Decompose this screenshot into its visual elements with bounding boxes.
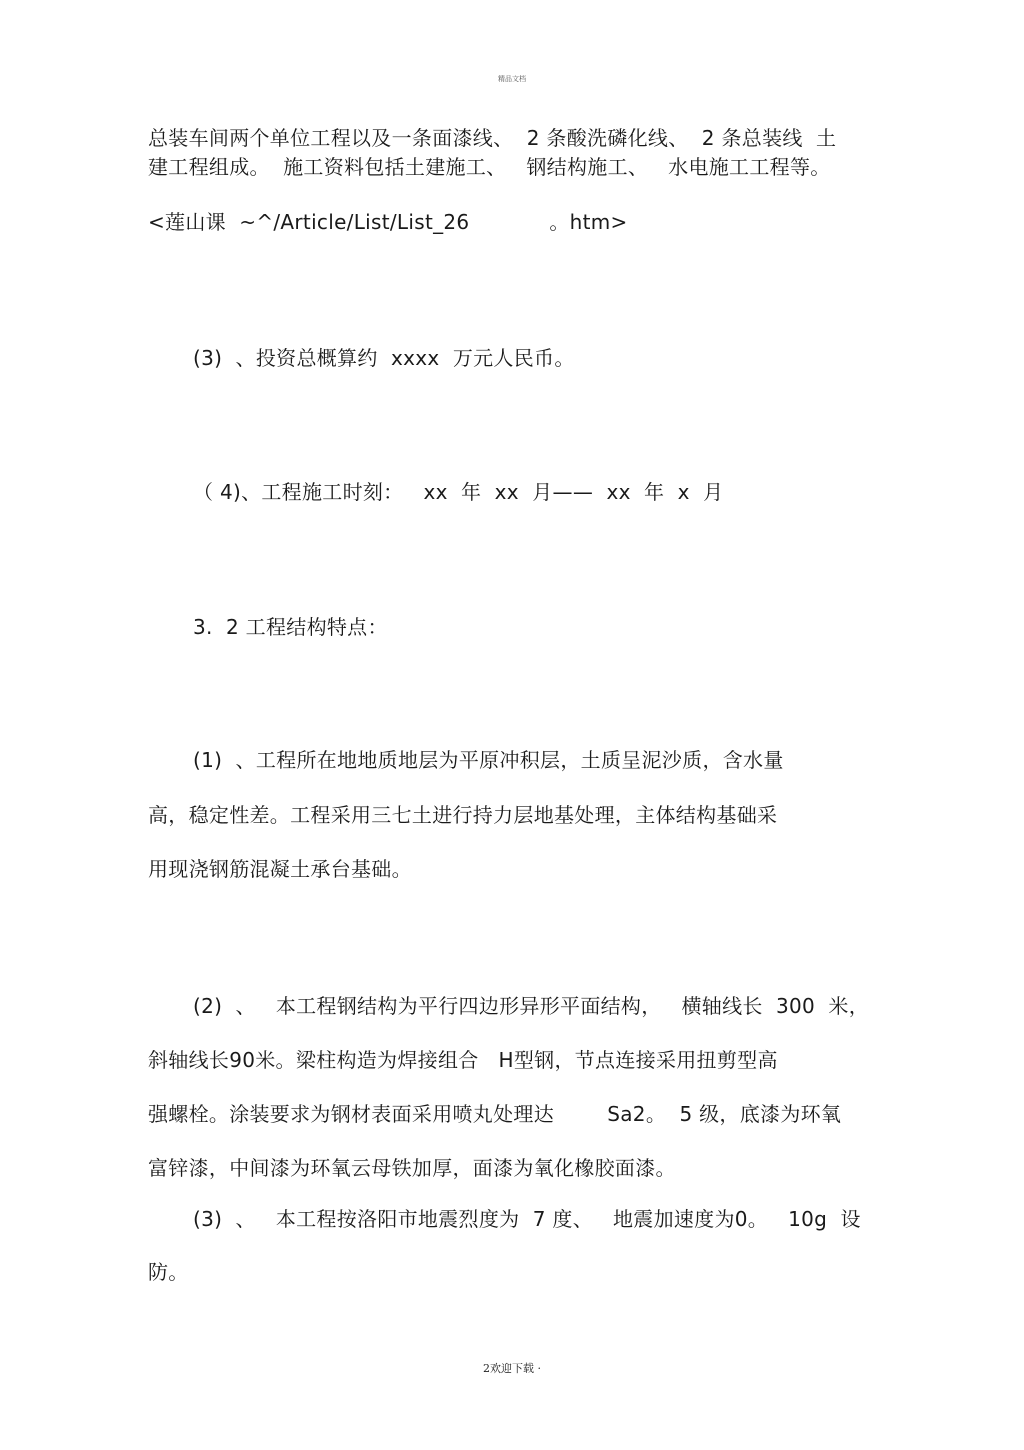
- text-line: （ 4)、工程施工时刻： xx 年 xx 月—— xx 年 x 月: [193, 480, 724, 504]
- text-line: (1) 、工程所在地地质地层为平原冲积层，土质呈泥沙质，含水量: [193, 748, 784, 772]
- section-heading: 3. 2 工程结构特点：: [193, 615, 388, 639]
- text-line: (3) 、 本工程按洛阳市地震烈度为 7 度、 地震加速度为0。 10g 设: [193, 1207, 861, 1231]
- article-link-text: <莲山课 ~^/Article/List/List_26 。htm>: [148, 210, 628, 234]
- text-line: 总装车间两个单位工程以及一条面漆线、 2 条酸洗磷化线、 2 条总装线 土: [148, 126, 837, 150]
- text-line: 建工程组成。 施工资料包括土建施工、 钢结构施工、 水电施工工程等。: [148, 155, 831, 179]
- text-line: 防。: [148, 1260, 189, 1284]
- text-line: 强螺栓。涂装要求为钢材表面采用喷丸处理达 Sa2。 5 级，底漆为环氧: [148, 1102, 842, 1126]
- text-line: (3) 、投资总概算约 xxxx 万元人民币。: [193, 346, 575, 370]
- text-line: 高，稳定性差。工程采用三七土进行持力层地基处理，主体结构基础采: [148, 803, 778, 827]
- page-footer: 2欢迎下载 ·: [483, 1362, 541, 1375]
- page-header: 精品文档: [498, 75, 526, 83]
- text-line: (2) 、 本工程钢结构为平行四边形异形平面结构， 横轴线长 300 米，: [193, 994, 869, 1018]
- text-line: 用现浇钢筋混凝土承台基础。: [148, 857, 412, 881]
- text-line: 富锌漆，中间漆为环氧云母铁加厚，面漆为氧化橡胶面漆。: [148, 1156, 676, 1180]
- text-line: 斜轴线长90米。梁柱构造为焊接组合 H型钢，节点连接采用扭剪型高: [148, 1048, 778, 1072]
